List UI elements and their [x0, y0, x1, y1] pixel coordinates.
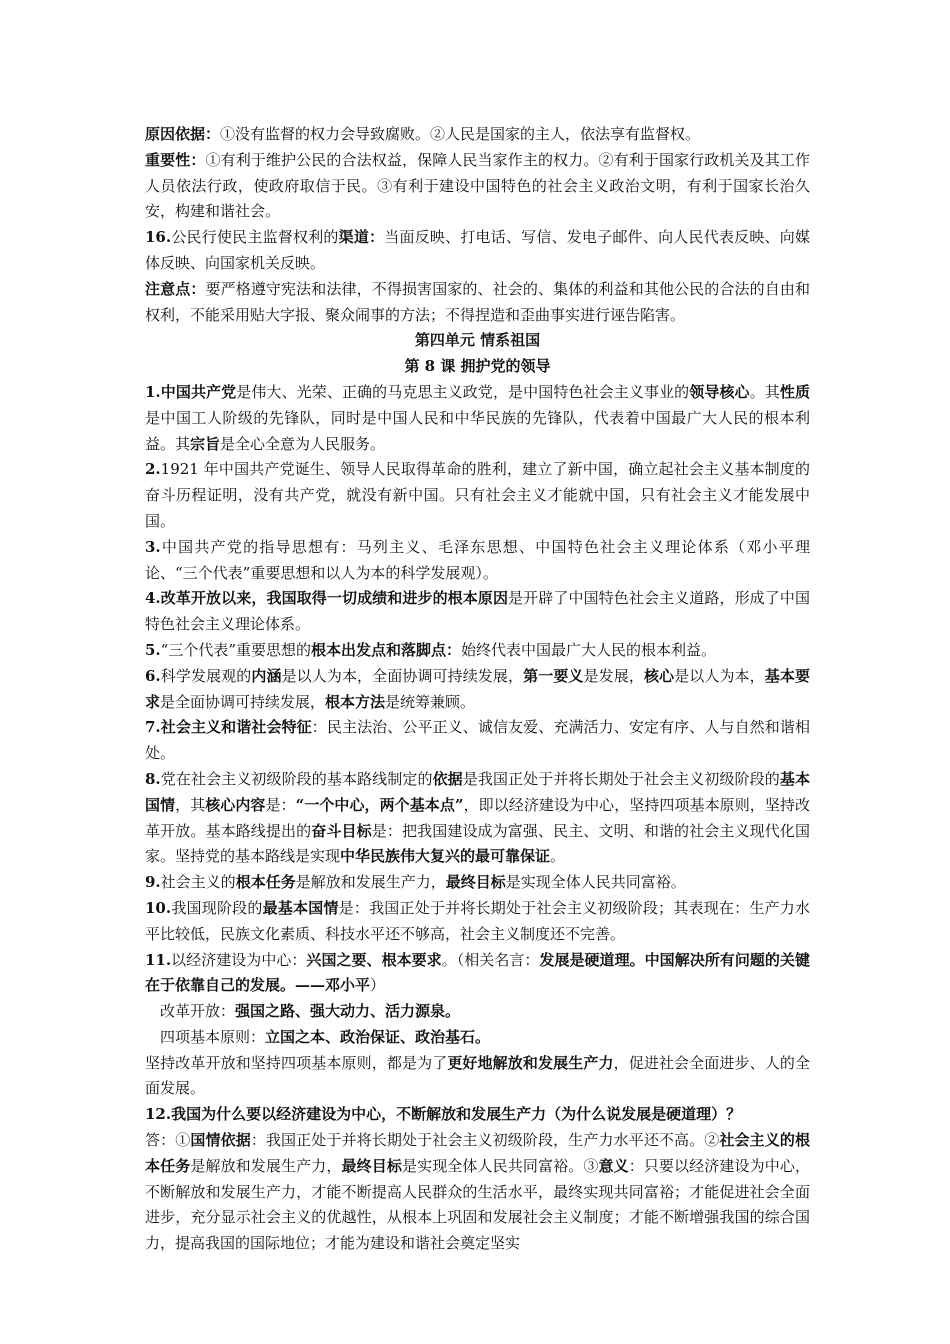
- item-5: 5.“三个代表”重要思想的根本出发点和落脚点：始终代表中国最广大人民的根本利益。: [145, 640, 717, 659]
- item-11: 11.以经济建设为中心：兴国之要、根本要求。（相关名言：发展是硬道理。中国解决所有问题的关键在于依靠自己的发展。——邓小平）: [145, 950, 810, 995]
- item-2: 2.1921 年中国共产党诞生、领导人民取得革命的胜利，建立了新中国，确立起社会主义基本制度的奋斗历程证明，没有共产党，就没有新中国。只有社会主义才能就中国，只有社会主义才能发展中国。: [145, 460, 810, 530]
- document-body: [145, 122, 810, 1257]
- item-12-answer: 答：①国情依据：我国正处于并将长期处于社会主义初级阶段，生产力水平还不高。②社会主义的根本任务是解放和发展生产力，最终目标是实现全体人民共同富裕。③意义：只要以经济建设为中心，不断解放和发展生产力，才能不断提高人民群众的生活水平，最终实现共同富裕；才能促进社会全面进步，充分显示社会主义的优越性，从根本上巩固和发展社会主义制度；才能不断增强我国的综合国力，提高我国的国际地位；才能为建设和谐社会奠定坚实: [145, 1131, 810, 1253]
- paragraph-channels: 16.公民行使民主监督权利的渠道：当面反映、打电话、写信、发电子邮件、向人民代表反映、向媒体反映、向国家机关反映。: [145, 228, 810, 272]
- unit-title: 第四单元 情系祖国: [414, 331, 541, 350]
- item-6: 6.科学发展观的内涵是以人为本，全面协调可持续发展，第一要义是发展，核心是以人为本，基本要求是全面协调可持续发展，根本方法是统筹兼顾。: [145, 666, 810, 711]
- item-10: 10.我国现阶段的最基本国情是：我国正处于并将长期处于社会主义初级阶段；其表现在：生产力水平比较低，民族文化素质、科技水平还不够高，社会主义制度还不完善。: [145, 898, 810, 943]
- item-12-question: 12.我国为什么要以经济建设为中心，不断解放和发展生产力（为什么说发展是硬道理）？: [145, 1105, 742, 1124]
- paragraph-reason: 原因依据：①没有监督的权力会导致腐败。②人民是国家的主人，依法享有监督权。: [145, 125, 701, 143]
- item-7: 7.社会主义和谐社会特征：民主法治、公平正义、诚信友爱、充满活力、安定有序、人与自然和谐相处。: [145, 718, 810, 763]
- paragraph-importance: 重要性：①有利于维护公民的合法权益，保障人民当家作主的权力。②有利于国家行政机关及其工作人员依法行政，使政府取信于民。③有利于建设中国特色的社会主义政治文明，有利于国家长治久安，构建和谐社会。: [145, 150, 810, 221]
- item-9: 9.社会主义的根本任务是解放和发展生产力，最终目标是实现全体人民共同富裕。: [145, 873, 686, 892]
- item-1: 1.中国共产党是伟大、光荣、正确的马克思主义政党，是中国特色社会主义事业的领导核心。其性质是中国工人阶级的先锋队，同时是中国人民和中华民族的先锋队，代表着中国最广大人民的根本利益。其宗旨是全心全意为人民服务。: [145, 382, 810, 453]
- paragraph-notes: 注意点：要严格遵守宪法和法律，不得损害国家的、社会的、集体的利益和其他公民的合法的自由和权利，不能采用贴大字报、聚众闹事的方法；不得捏造和歪曲事实进行诬告陷害。: [145, 279, 810, 324]
- item-8: 8.党在社会主义初级阶段的基本路线制定的依据是我国正处于并将长期处于社会主义初级阶段的基本国情，其核心内容是：“一个中心，两个基本点”，即以经济建设为中心，坚持四项基本原则，坚持改革开放。基本路线提出的奋斗目标是：把我国建设成为富强、民主、文明、和谐的社会主义现代化国家。坚持党的基本路线是实现中华民族伟大复兴的最可靠保证。: [145, 769, 810, 866]
- item-4: 4.改革开放以来，我国取得一切成绩和进步的根本原因是开辟了中国特色社会主义道路，形成了中国特色社会主义理论体系。: [145, 589, 810, 634]
- item-11-summary: 坚持改革开放和坚持四项基本原则，都是为了更好地解放和发展生产力，促进社会全面进步、人的全面发展。: [145, 1053, 810, 1098]
- item-11-reform: 改革开放：强国之路、强大动力、活力源泉。: [160, 1002, 461, 1021]
- lesson-title: 第 8 课 拥护党的领导: [404, 357, 551, 376]
- item-11-principles: 四项基本原则：立国之本、政治保证、政治基石。: [160, 1027, 491, 1046]
- item-3: 3.中国共产党的指导思想有：马列主义、毛泽东思想、中国特色社会主义理论体系（邓小平理论、“三个代表”重要思想和以人为本的科学发展观）。: [145, 537, 810, 582]
- bold-label: 原因依据：: [145, 125, 221, 143]
